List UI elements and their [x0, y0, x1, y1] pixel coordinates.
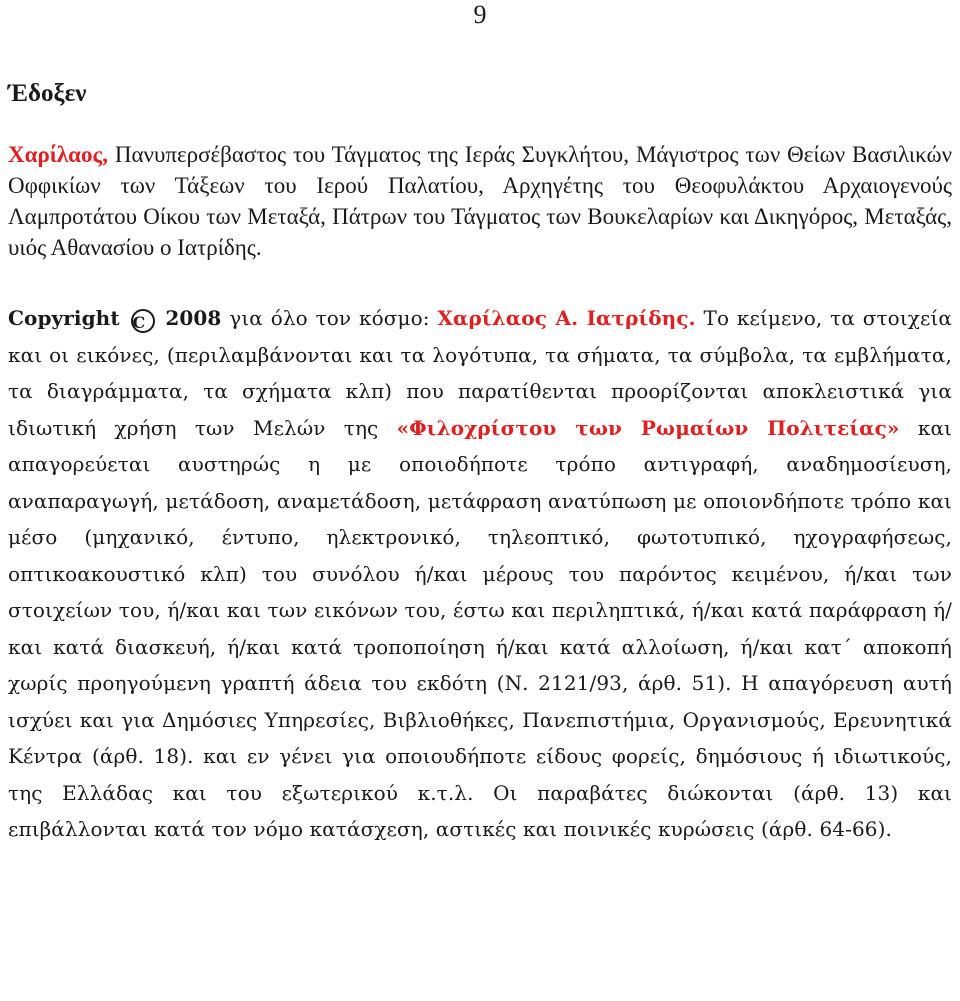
copyright-text-after-org: και απαγορεύεται αυστηρώς η με οποιοδήποτε τρόπο αντιγραφή, αναδημοσίευση, αναπαραγωγή, μετάδοση, αναμετάδοση, μετάφραση ανατύπωση με οποιονδήποτε τρόπο και μέσο (μηχανικό, έντυπο, ηλεκτρονικό, τηλεοπτικό, φωτοτυπικό, ηχογραφήσεως, οπτικοακουστικό κλπ) του συνόλου ή/και μέρους του παρόντος κειμένου, ή/και των στοιχείων του, ή/και και των εικόνων του, έστω και περιληπτικά, ή/και κατά παράφραση ή/και κατά διασκευή, ή/και κατά τροποποίηση ή/και κατά αλλοίωση, ή/και κατ΄ αποκοπή χωρίς προηγούμενη γραπτή άδεια του εκδότη (Ν. 2121/93, άρθ. 51). Η απαγόρευση αυτή ισχύει και για Δημόσιες Υπηρεσίες, Βιβλιοθήκες, Πανεπιστήμια, Οργανισμούς, Ερευνητικά Κέντρα (άρθ. 18). και εν γένει για οποιουδήποτε είδους φορείς, δημόσιους ή ιδιωτικούς, της Ελλάδας και του εξωτερικού κ.τ.λ. Οι παραβάτες διώκονται (άρθ. 13) και επιβάλλονται κατά τον νόμο κατάσχεση, αστικές και ποινικές κυρώσεις (άρθ. 64-66).: [8, 415, 952, 841]
copyright-holder: Χαρίλαος Α. Ιατρίδης.: [437, 306, 696, 330]
copyright-text-before-org: Το κείμενο, τα στοιχεία και οι εικόνες, (περιλαμβάνονται και τα λογότυπα, τα σήματα, τα σύμβολα, τα εμβλήματα, τα διαγράμματα, τα σχήματα κλπ) που παρατίθενται προορίζονται αποκλειστικά για ιδιωτική χρήση των Μελών της: [8, 306, 952, 440]
copyright-symbol-icon: C: [131, 309, 155, 333]
decree-paragraph: [8, 139, 952, 263]
copyright-scope: για όλο τον κόσμο:: [221, 306, 438, 330]
copyright-label: Copyright: [8, 306, 120, 330]
copyright-year: 2008: [165, 306, 222, 330]
copyright-paragraph: [8, 300, 952, 848]
section-heading: Έδοξεν: [8, 80, 87, 107]
decree-text: Πανυπερσέβαστος του Τάγματος της Ιεράς Συγκλήτου, Μάγιστρος των Θείων Βασιλικών Οφφικίων των Τάξεων του Ιερού Παλατίου, Αρχηγέτης του Θεοφυλάκτου Αρχαιογενούς Λαμπροτάτου Οίκου των Μεταξά, Πάτρων του Τάγματος των Βουκελαρίων και Δικηγόρος, Μεταξάς, υιός Αθανασίου ο Ιατρίδης.: [8, 142, 952, 260]
page-number: 9: [473, 0, 487, 29]
decree-name: Χαρίλαος,: [8, 142, 108, 167]
organization-name: «Φιλοχρίστου των Ρωμαίων Πολιτείας»: [396, 415, 900, 440]
